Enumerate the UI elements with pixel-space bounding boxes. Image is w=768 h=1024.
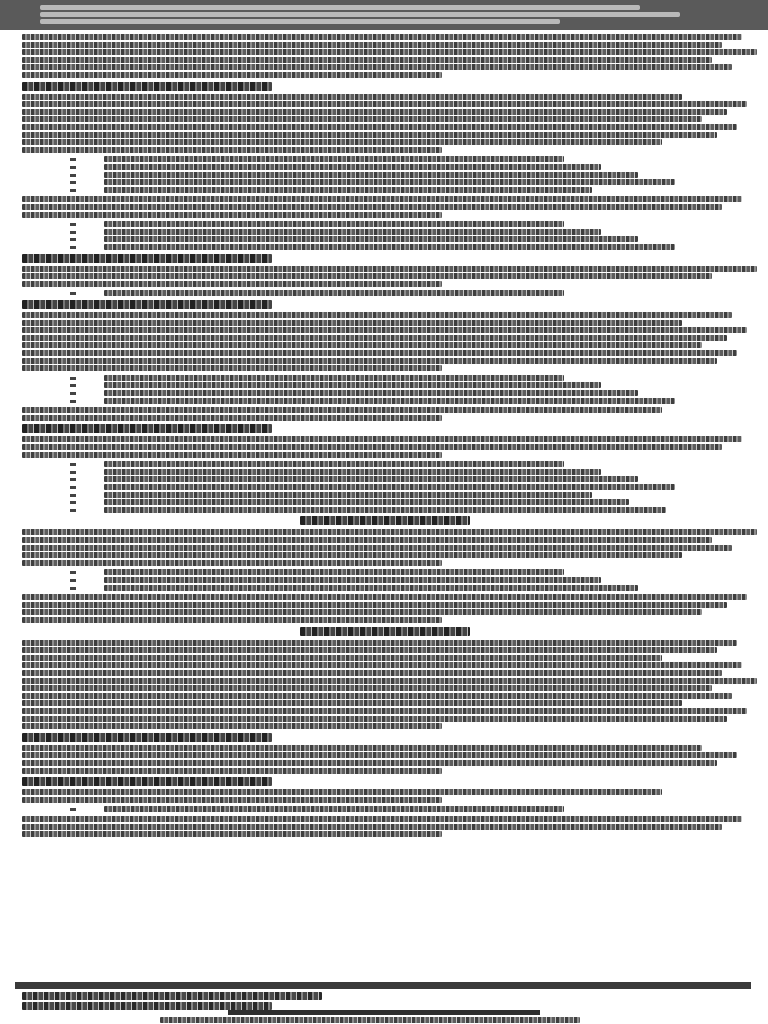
bullet-marker: [70, 494, 76, 497]
list-item-line: [104, 290, 564, 296]
bullet-marker: [70, 478, 76, 481]
paragraph-line: [22, 452, 442, 458]
paragraph-line: [22, 266, 757, 272]
paragraph-line: [22, 760, 717, 766]
paragraph-line: [22, 716, 727, 722]
paragraph-line: [22, 670, 722, 676]
paragraph-line: [22, 708, 747, 714]
paragraph-line: [22, 602, 727, 608]
paragraph-line: [22, 700, 682, 706]
section-heading: [22, 254, 272, 263]
bullet-marker: [70, 808, 76, 811]
bullet-marker: [70, 246, 76, 249]
paragraph-line: [22, 640, 737, 646]
paragraph-line: [22, 64, 732, 70]
bullet-marker: [70, 400, 76, 403]
paragraph-line: [22, 655, 662, 661]
list-item-line: [104, 221, 564, 227]
paragraph-line: [22, 312, 732, 318]
paragraph-line: [22, 116, 702, 122]
bullet-marker: [70, 377, 76, 380]
list-item-line: [104, 156, 564, 162]
footer-text-line: [160, 1017, 580, 1023]
list-item-line: [104, 229, 601, 235]
paragraph-line: [22, 693, 732, 699]
document-header-bar: [0, 0, 768, 30]
bullet-marker: [70, 471, 76, 474]
paragraph-line: [22, 685, 712, 691]
list-item-line: [104, 375, 564, 381]
list-item-line: [104, 382, 601, 388]
list-item-line: [104, 164, 601, 170]
bullet-marker: [70, 463, 76, 466]
paragraph-line: [22, 320, 682, 326]
paragraph-line: [22, 132, 717, 138]
paragraph-line: [22, 662, 742, 668]
paragraph-line: [22, 789, 662, 795]
paragraph-line: [22, 768, 442, 774]
paragraph-line: [22, 831, 442, 837]
paragraph-line: [22, 647, 717, 653]
paragraph-line: [22, 281, 442, 287]
paragraph-line: [22, 407, 662, 413]
bullet-marker: [70, 181, 76, 184]
bullet-marker: [70, 238, 76, 241]
list-item-line: [104, 390, 638, 396]
paragraph-line: [22, 752, 737, 758]
list-item-line: [104, 469, 601, 475]
paragraph-line: [22, 147, 442, 153]
paragraph-line: [22, 49, 757, 55]
paragraph-line: [22, 436, 742, 442]
list-item-line: [104, 507, 666, 513]
list-item-line: [104, 398, 675, 404]
header-text-line: [40, 19, 560, 24]
paragraph-line: [22, 537, 712, 543]
bullet-marker: [70, 579, 76, 582]
paragraph-line: [22, 797, 442, 803]
bullet-marker: [70, 292, 76, 295]
bullet-marker: [70, 509, 76, 512]
paragraph-line: [22, 57, 712, 63]
paragraph-line: [22, 444, 722, 450]
paragraph-line: [22, 609, 702, 615]
section-heading: [22, 82, 272, 91]
list-item-line: [104, 172, 638, 178]
list-item-line: [104, 499, 629, 505]
list-item-line: [104, 577, 601, 583]
paragraph-line: [22, 109, 727, 115]
paragraph-line: [22, 594, 747, 600]
section-heading: [22, 777, 272, 786]
paragraph-line: [22, 816, 742, 822]
section-heading: [22, 300, 272, 309]
bullet-marker: [70, 223, 76, 226]
paragraph-line: [22, 678, 757, 684]
paragraph-line: [22, 196, 742, 202]
paragraph-line: [22, 723, 442, 729]
paragraph-line: [22, 745, 702, 751]
section-heading: [22, 733, 272, 742]
paragraph-line: [22, 545, 732, 551]
paragraph-line: [22, 34, 742, 40]
list-item-line: [104, 236, 638, 242]
section-heading: [22, 424, 272, 433]
comments-line: [22, 992, 322, 1000]
bullet-marker: [70, 486, 76, 489]
paragraph-line: [22, 342, 702, 348]
paragraph-line: [22, 350, 737, 356]
paragraph-line: [22, 560, 442, 566]
bullet-marker: [70, 587, 76, 590]
bullet-marker: [70, 158, 76, 161]
paragraph-line: [22, 415, 442, 421]
list-item-line: [104, 585, 638, 591]
paragraph-line: [22, 365, 442, 371]
paragraph-line: [22, 101, 747, 107]
paragraph-line: [22, 72, 442, 78]
list-item-line: [104, 179, 675, 185]
paragraph-line: [22, 94, 682, 100]
list-item-line: [104, 476, 638, 482]
bullet-marker: [70, 384, 76, 387]
list-item-line: [104, 806, 564, 812]
section-title: [300, 627, 470, 636]
list-item-line: [104, 569, 564, 575]
bullet-marker: [70, 174, 76, 177]
list-item-line: [104, 244, 675, 250]
paragraph-line: [22, 358, 717, 364]
bullet-marker: [70, 231, 76, 234]
paragraph-line: [22, 124, 737, 130]
list-item-line: [104, 492, 592, 498]
paragraph-line: [22, 617, 442, 623]
bullet-marker: [70, 571, 76, 574]
paragraph-line: [22, 212, 442, 218]
paragraph-line: [22, 327, 747, 333]
header-text-line: [40, 5, 640, 10]
comments-line: [22, 1002, 272, 1010]
section-divider: [15, 982, 751, 989]
header-text-line: [40, 12, 680, 17]
list-item-line: [104, 484, 675, 490]
bullet-marker: [70, 189, 76, 192]
footer-link-box[interactable]: [228, 1010, 540, 1015]
list-item-line: [104, 187, 592, 193]
bullet-marker: [70, 392, 76, 395]
list-item-line: [104, 461, 564, 467]
paragraph-line: [22, 273, 712, 279]
paragraph-line: [22, 824, 722, 830]
paragraph-line: [22, 335, 727, 341]
paragraph-line: [22, 139, 662, 145]
paragraph-line: [22, 529, 757, 535]
paragraph-line: [22, 552, 682, 558]
paragraph-line: [22, 42, 722, 48]
bullet-marker: [70, 501, 76, 504]
bullet-marker: [70, 166, 76, 169]
section-title: [300, 516, 470, 525]
paragraph-line: [22, 204, 722, 210]
